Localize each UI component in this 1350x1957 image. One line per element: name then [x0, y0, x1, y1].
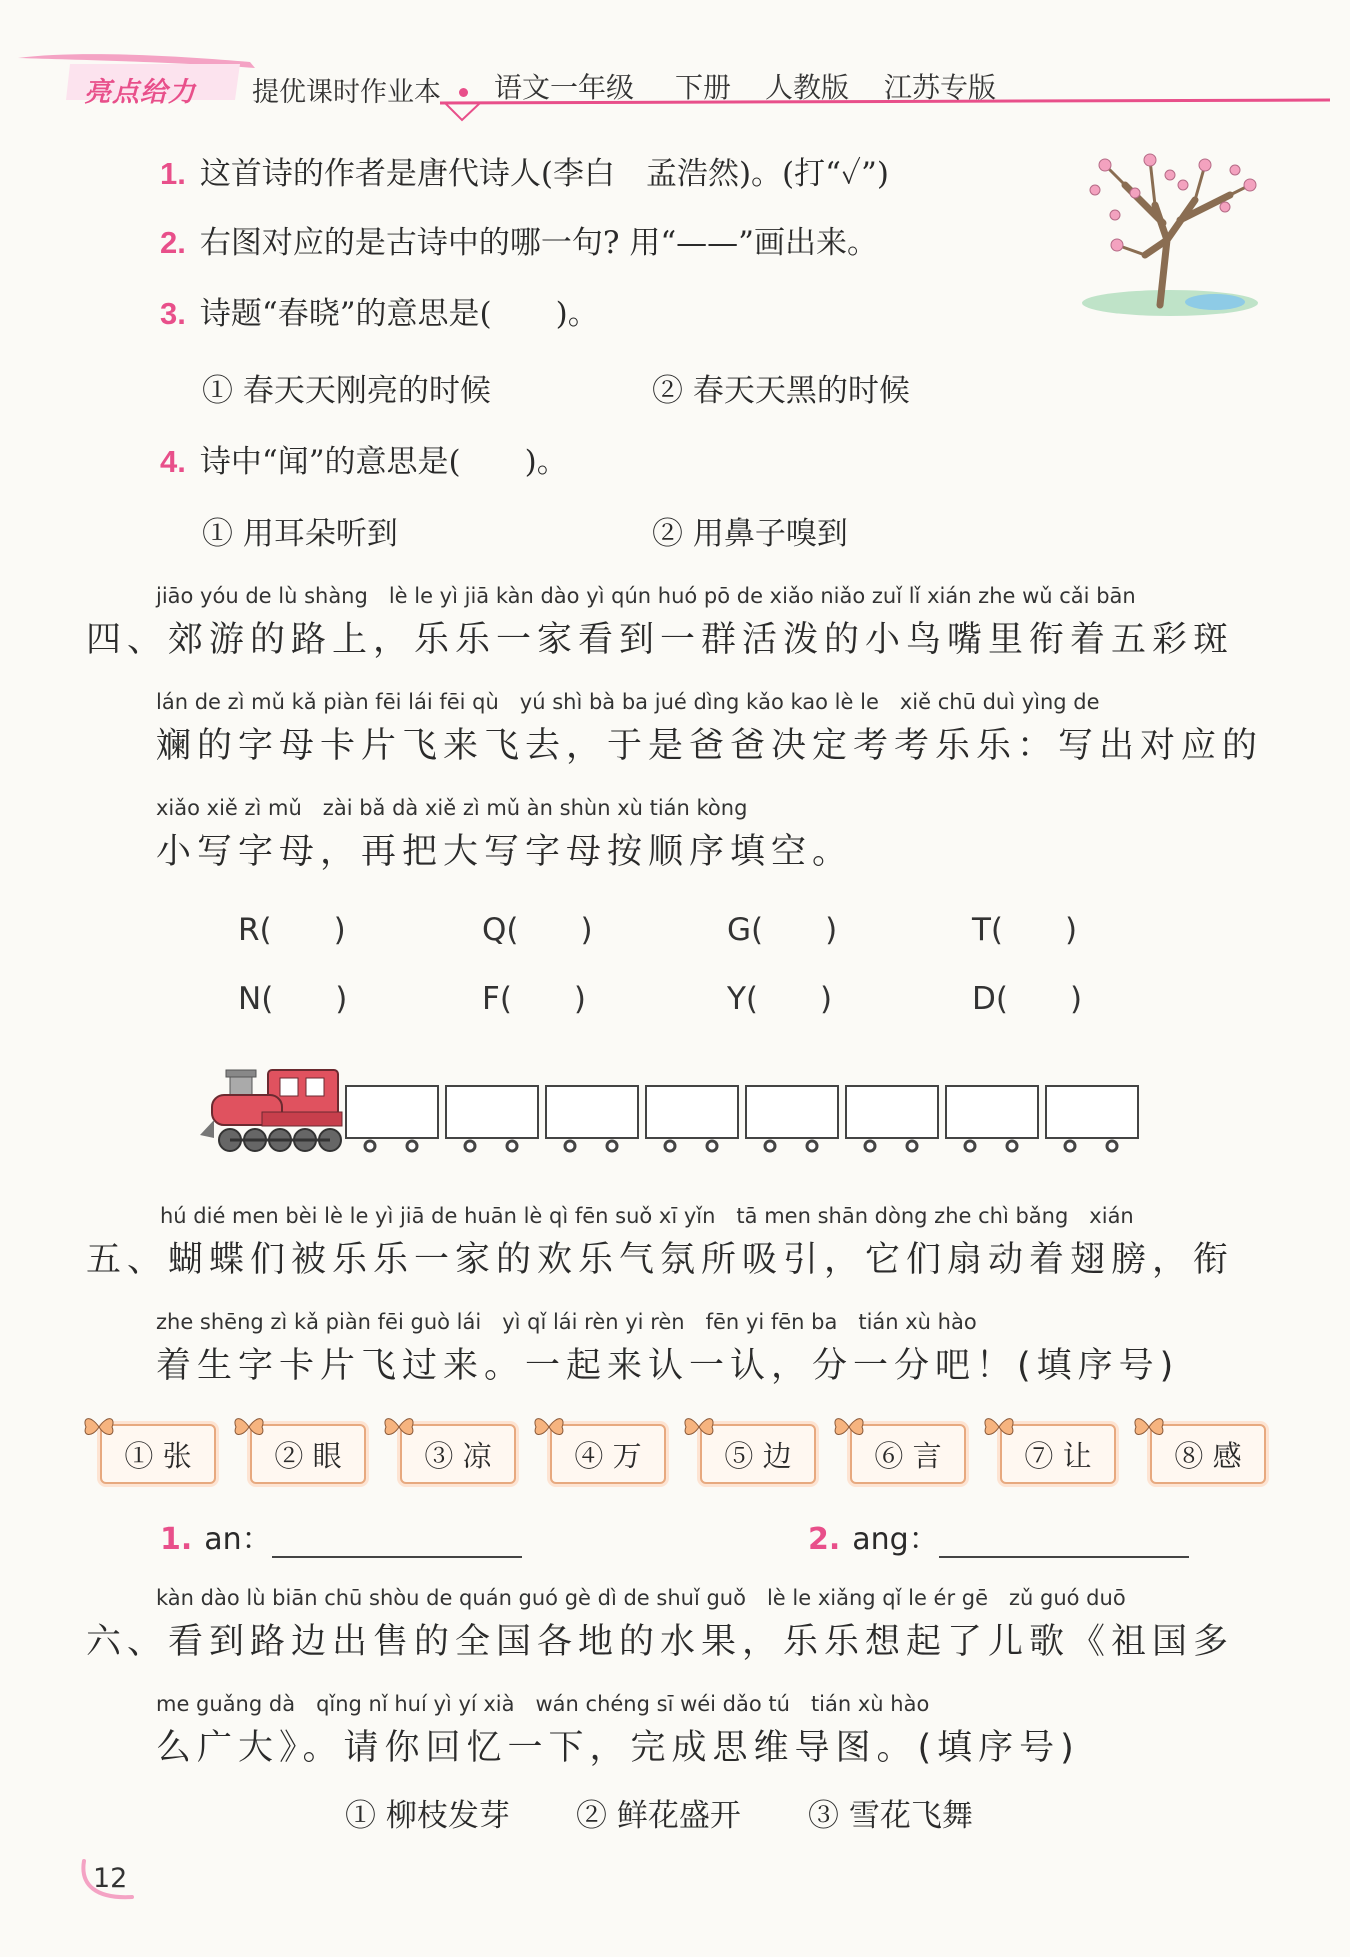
answer-line[interactable]	[939, 1528, 1189, 1558]
pinyin-line: me guǎng dà qǐng nǐ huí yì yí xià wán chéng sī wéi dǎo tú tián xù hào	[156, 1692, 930, 1716]
letter-blank[interactable]: Q( )	[482, 912, 593, 948]
butterfly-icon	[82, 1414, 116, 1440]
butterfly-icon	[832, 1414, 866, 1440]
section5-text: 着生字卡片飞过来。一起来认一认，分一分吧！(填序号)	[156, 1346, 1180, 1386]
pinyin-line: xiǎo xiě zì mǔ zài bǎ dà xiě zì mǔ àn shùn xù tián kòng	[156, 796, 748, 820]
q4-option-2[interactable]: ② 用鼻子嗅到	[652, 516, 848, 552]
letter-blank[interactable]: T( )	[972, 912, 1078, 948]
character-card-2[interactable]: ② 眼	[250, 1424, 366, 1484]
question-4	[160, 436, 568, 481]
answer-line[interactable]	[272, 1528, 522, 1558]
question-number: 4.	[160, 444, 186, 479]
brand-logo-text: 亮点给力	[84, 77, 196, 108]
section4-text: 斓的字母卡片飞来飞去，于是爸爸决定考考乐乐：写出对应的	[156, 726, 1264, 766]
question-text: 诗中“闻”的意思是(	[199, 444, 461, 480]
character-card-8[interactable]: ⑧ 感	[1150, 1424, 1266, 1484]
question-number: 2.	[160, 225, 186, 260]
question-text: 这首诗的作者是唐代诗人(李白 孟浩然)。(打“✓”)	[199, 156, 889, 192]
mindmap-option-3[interactable]: ③ 雪花飞舞	[808, 1798, 973, 1834]
header-edition: 人教版	[765, 71, 850, 104]
letter-blank[interactable]: G( )	[727, 912, 838, 948]
pinyin-line: kàn dào lù biān chū shòu de quán guó gè dì de shuǐ guǒ lè le xiǎng qǐ le ér gē zǔ guó duō	[156, 1586, 1126, 1610]
section6-heading: 六、看到路边出售的全国各地的水果，乐乐想起了儿歌《祖国多	[86, 1622, 1235, 1662]
locomotive	[200, 1070, 342, 1151]
q4-option-1[interactable]: ① 用耳朵听到	[202, 516, 398, 552]
header-grade: 语文一年级	[494, 71, 635, 104]
section4-text: 小写字母，再把大写字母按顺序填空。	[156, 832, 854, 872]
question-text: 右图对应的是古诗中的哪一句? 用“——”画出来。	[199, 225, 879, 261]
butterfly-icon	[532, 1414, 566, 1440]
header-volume: 下册	[675, 71, 732, 104]
question-number: 1.	[160, 156, 186, 191]
page-header	[0, 0, 1350, 130]
section4-heading: 四、郊游的路上，乐乐一家看到一群活泼的小鸟嘴里衔着五彩斑	[86, 620, 1235, 660]
section6-line-1	[86, 1582, 1266, 1664]
answer-an	[160, 1514, 522, 1558]
header-dot-icon	[459, 88, 468, 97]
question-1	[160, 148, 889, 193]
character-card-7[interactable]: ⑦ 让	[1000, 1424, 1116, 1484]
pinyin-line: zhe shēng zì kǎ piàn fēi guò lái yì qǐ lái rèn yi rèn fēn yi fēn ba tián xù hào	[156, 1310, 977, 1334]
section4-line-1	[86, 580, 1266, 662]
section6-line-2	[86, 1688, 1266, 1770]
question-2	[160, 217, 878, 262]
section4-line-2	[86, 686, 1266, 768]
letter-blank[interactable]: Y( )	[727, 981, 833, 1017]
butterfly-icon	[682, 1414, 716, 1440]
train-illustration	[200, 1050, 1150, 1160]
section5-heading: 五、蝴蝶们被乐乐一家的欢乐气氛所吸引，它们扇动着翅膀，衔	[86, 1240, 1235, 1280]
butterfly-icon	[382, 1414, 416, 1440]
answer-number: 2.	[808, 1522, 841, 1557]
question-number: 3.	[160, 296, 186, 331]
q3-option-1[interactable]: ① 春天天刚亮的时候	[202, 373, 491, 409]
letter-blank[interactable]: N( )	[238, 981, 348, 1017]
character-card-3[interactable]: ③ 凉	[400, 1424, 516, 1484]
character-card-6[interactable]: ⑥ 言	[850, 1424, 966, 1484]
character-card-4[interactable]: ④ 万	[550, 1424, 666, 1484]
header-swoosh-decoration	[0, 0, 1350, 130]
letter-blank[interactable]: F( )	[482, 981, 587, 1017]
question-3	[160, 288, 599, 333]
section4-line-3	[86, 792, 1266, 874]
character-card-1[interactable]: ① 张	[100, 1424, 216, 1484]
pinyin-line: jiāo yóu de lù shàng lè le yì jiā kàn dào yì qún huó pō de xiǎo niǎo zuǐ lǐ xián zhe wǔ cǎi bān	[156, 584, 1136, 608]
question-text-end: )。	[524, 444, 568, 480]
section5-line-2	[86, 1306, 1266, 1388]
answer-number: 1.	[160, 1522, 193, 1557]
butterfly-icon	[1132, 1414, 1166, 1440]
header-subtitle: 提优课时作业本	[252, 77, 441, 108]
section5-line-1	[86, 1200, 1266, 1282]
page-number: 12	[93, 1863, 128, 1894]
blossom-tree-illustration	[1055, 145, 1260, 320]
mindmap-option-2[interactable]: ② 鲜花盛开	[576, 1798, 741, 1834]
character-card-5[interactable]: ⑤ 边	[700, 1424, 816, 1484]
q3-option-2[interactable]: ② 春天天黑的时候	[652, 373, 910, 409]
section6-text: 么广大》。请你回忆一下，完成思维导图。(填序号)	[156, 1728, 1080, 1768]
question-text-end: )。	[555, 296, 599, 332]
question-text: 诗题“春晓”的意思是(	[199, 296, 492, 332]
letter-blank[interactable]: D( )	[972, 981, 1083, 1017]
butterfly-icon	[232, 1414, 266, 1440]
letter-blank[interactable]: R( )	[238, 912, 346, 948]
answer-label: ang：	[852, 1522, 939, 1557]
answer-label: an：	[204, 1522, 272, 1557]
pinyin-line: lán de zì mǔ kǎ piàn fēi lái fēi qù yú shì bà ba jué dìng kǎo kao lè le xiě chū duì yìng de	[156, 690, 1100, 714]
pinyin-line: hú dié men bèi lè le yì jiā de huān lè qì fēn suǒ xī yǐn tā men shān dòng zhe chì bǎng xián	[160, 1204, 1134, 1228]
butterfly-icon	[982, 1414, 1016, 1440]
mindmap-option-1[interactable]: ① 柳枝发芽	[345, 1798, 510, 1834]
header-region: 江苏专版	[884, 71, 997, 104]
train-cars	[346, 1086, 1138, 1138]
answer-ang	[808, 1514, 1189, 1558]
